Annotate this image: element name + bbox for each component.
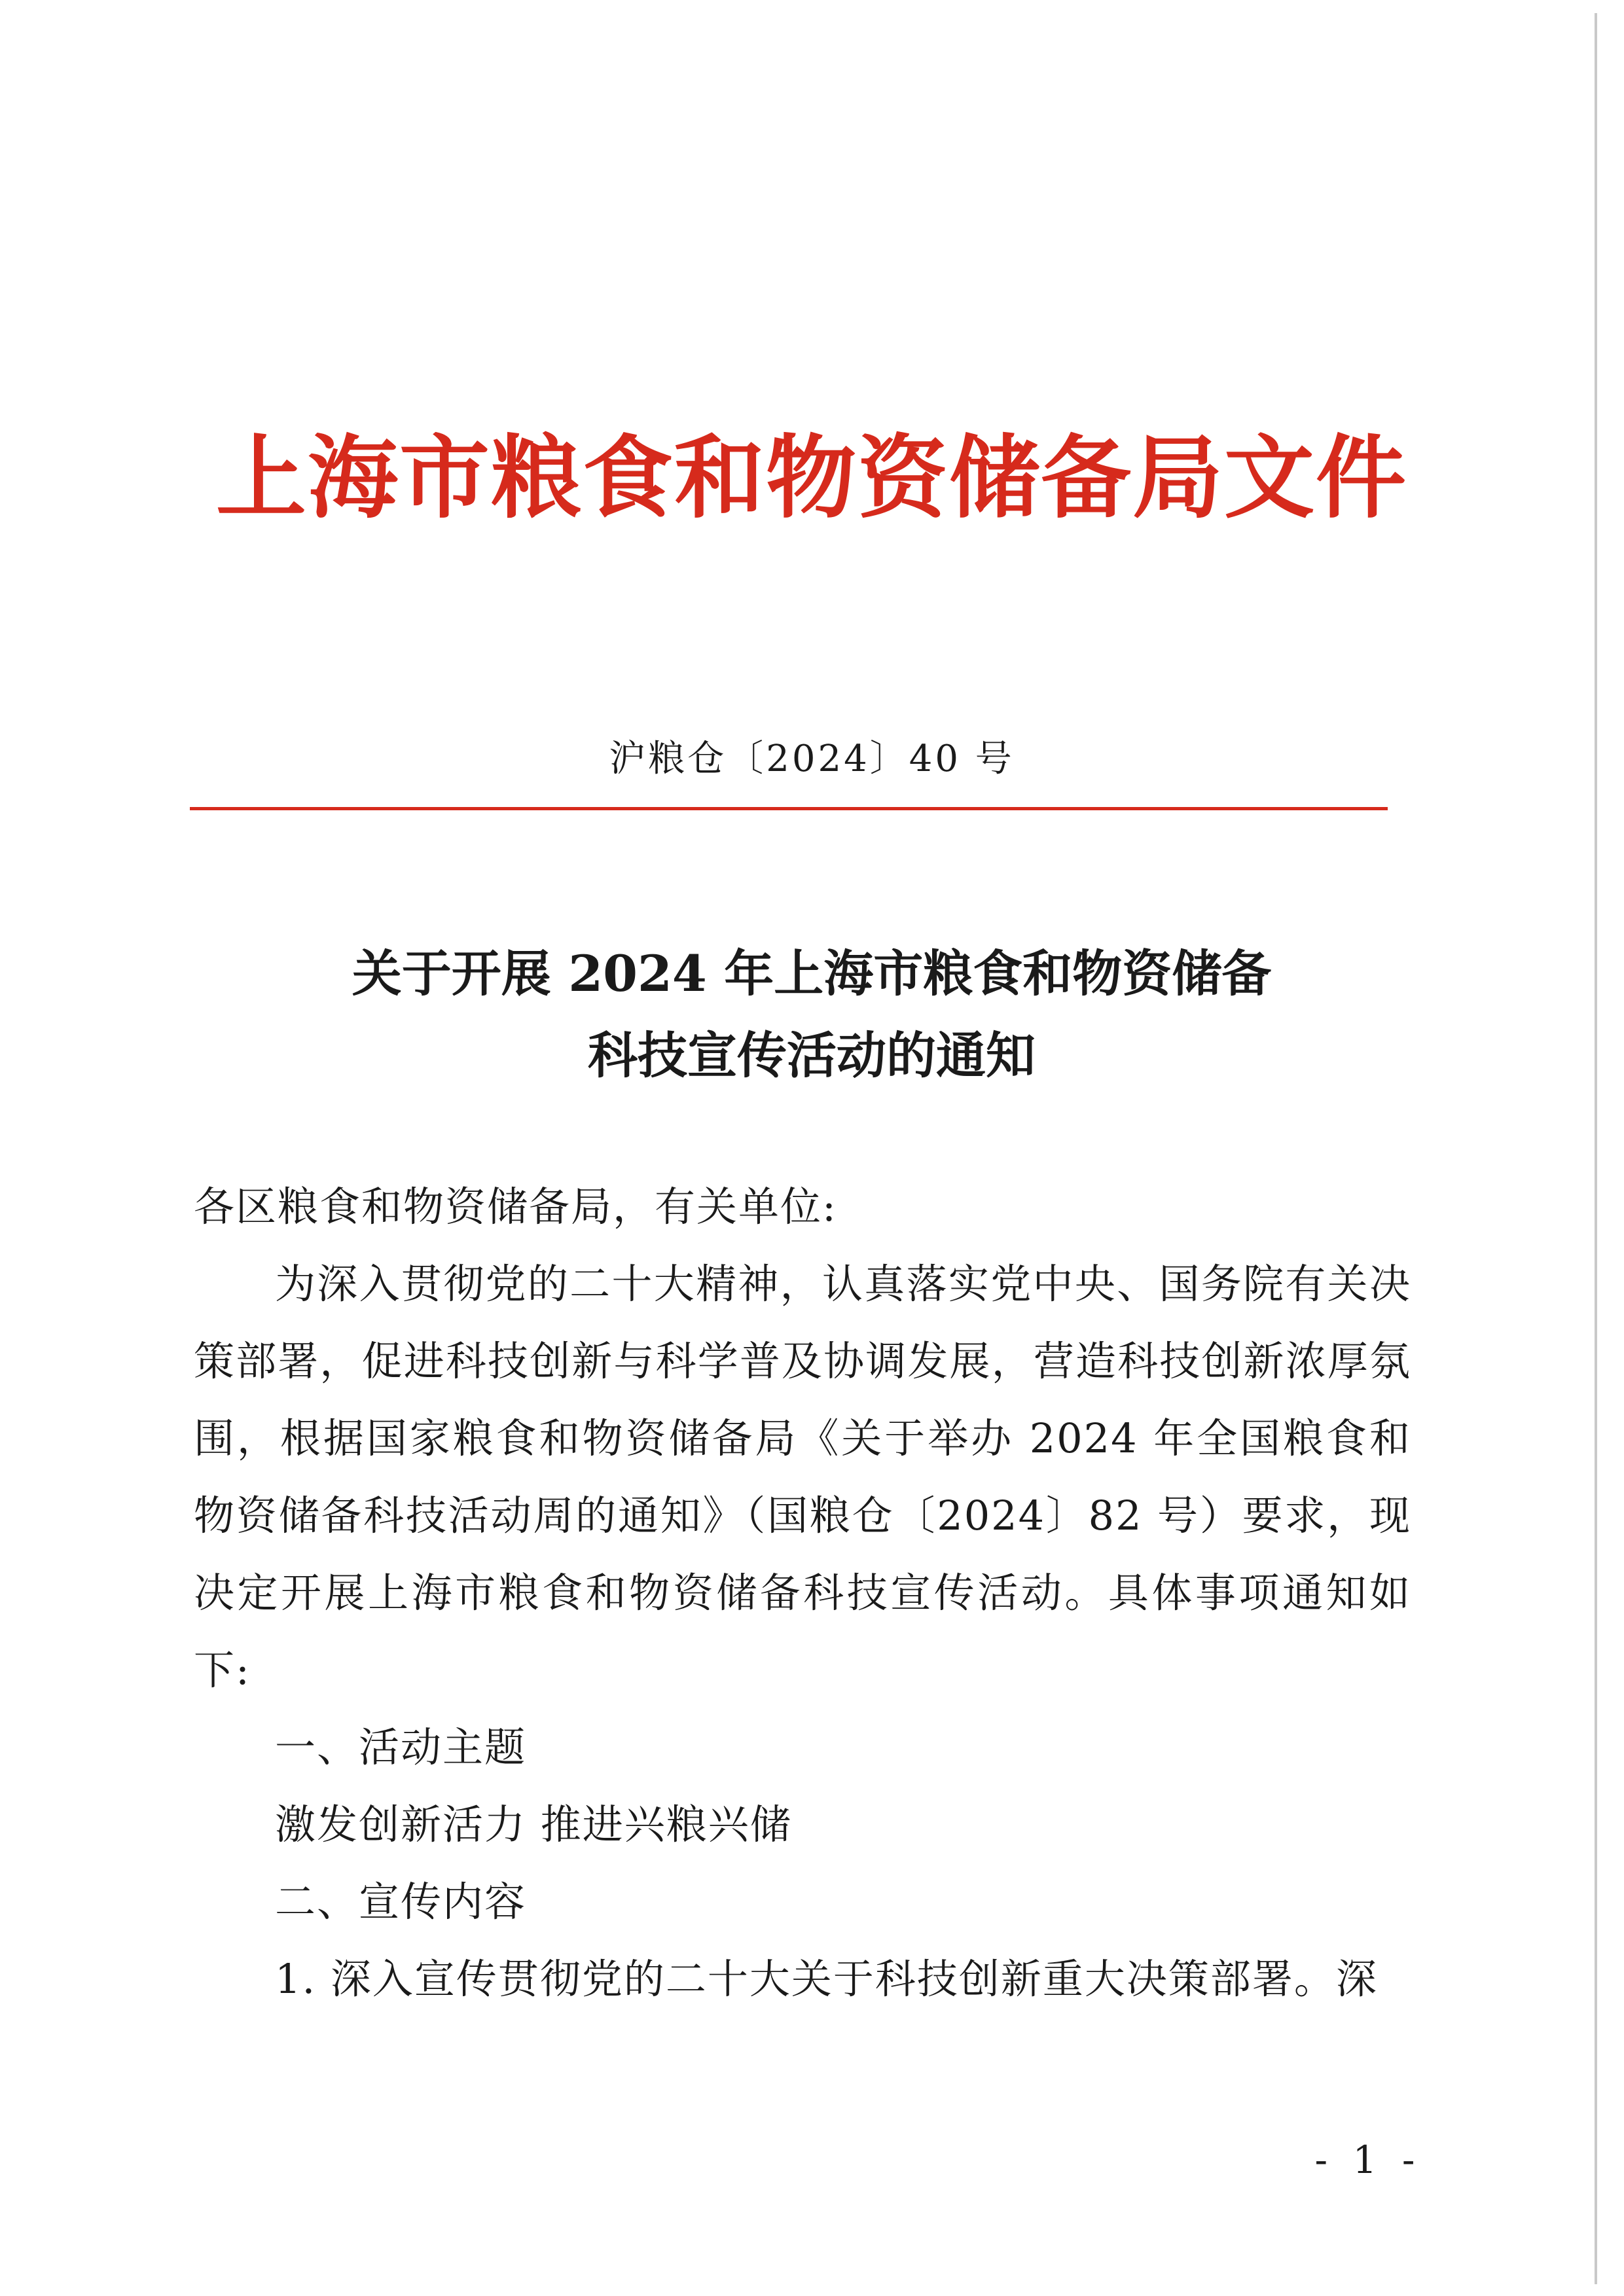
issuer-header-title: 上海市粮食和物资储备局文件 — [215, 424, 1407, 531]
section-2-heading: 二、宣传内容 — [275, 1878, 527, 1926]
salutation: 各区粮食和物资储备局，有关单位: — [194, 1183, 837, 1230]
notice-title-line-1: 关于开展 2024 年上海市粮食和物资储备 — [352, 944, 1272, 1003]
section-1-text: 激发创新活力 推进兴粮兴储 — [275, 1801, 792, 1848]
notice-title-line-2: 科技宣传活动的通知 — [588, 1026, 1036, 1085]
document-body — [194, 1168, 1411, 2018]
section-1-heading: 一、活动主题 — [275, 1723, 527, 1771]
document-number: 沪粮仓〔2024〕40 号 — [609, 738, 1015, 780]
item-1-text: 1. 深入宣传贯彻党的二十大关于科技创新重大决策部署。深 — [275, 1955, 1378, 2003]
scan-edge-line — [1595, 13, 1597, 2284]
notice-title — [196, 933, 1427, 1096]
page-number: - 1 - — [1314, 2138, 1422, 2182]
red-divider-line — [190, 807, 1388, 810]
intro-paragraph: 为深入贯彻党的二十大精神，认真落实党中央、国务院有关决策部署，促进科技创新与科学普及协调发展，营造科技创新浓厚氛围，根据国家粮食和物资储备局《关于举办 2024 年全国粮食和物资储备科技活动周的通知》（国粮仓〔2024〕82 号）要求，现决定开展上海市粮食和物资储备科技宣传活动。具体事项通知如下: — [194, 1260, 1411, 1694]
